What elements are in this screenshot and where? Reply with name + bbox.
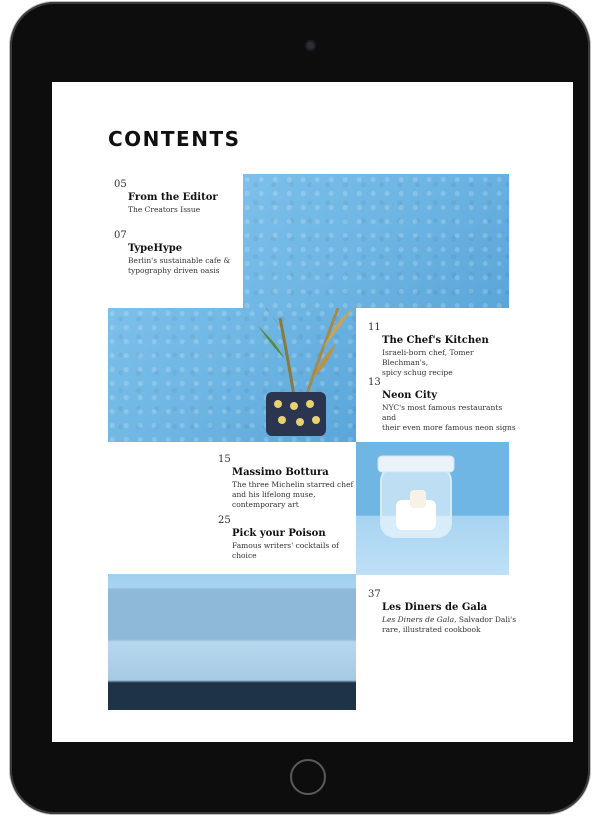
toc-entry-11[interactable] — [368, 322, 518, 378]
entry-description-line2: typography driven oasis — [128, 266, 220, 275]
entry-description-line2: rare, illustrated cookbook — [382, 625, 481, 634]
entry-title: From the Editor — [128, 192, 218, 203]
page-number: 11 — [368, 322, 381, 333]
page-title: CONTENTS — [108, 127, 241, 151]
plant-photo-left — [108, 308, 356, 442]
page-number: 37 — [368, 589, 381, 600]
entry-title: Pick your Poison — [232, 528, 326, 539]
page-number: 15 — [218, 454, 231, 465]
entry-description-line2: and his lifelong muse, — [232, 490, 316, 499]
magazine-page — [52, 82, 573, 742]
page-number: 25 — [218, 515, 231, 526]
entry-description-line2: their even more famous neon signs — [382, 423, 516, 432]
page-number: 07 — [114, 230, 127, 241]
jar-illustration — [356, 442, 509, 575]
toc-entry-13[interactable] — [368, 377, 518, 433]
entry-description-line1: Israeli-born chef, Tomer Blechman's, — [382, 348, 474, 367]
entry-description-line1: The three Michelin starred chef — [232, 480, 354, 489]
entry-description-line1: NYC's most famous restaurants and — [382, 403, 503, 422]
toc-entry-07[interactable] — [114, 230, 244, 276]
tablet-device — [10, 2, 590, 814]
plant-illustration — [108, 308, 356, 442]
toc-entry-05[interactable] — [114, 179, 234, 215]
page-number: 05 — [114, 179, 127, 190]
entry-description-line2: spicy schug recipe — [382, 368, 453, 377]
entry-description: The Creators Issue — [128, 205, 201, 214]
entry-description-line1: Famous writers' cocktails of — [232, 541, 339, 550]
entry-title: The Chef's Kitchen — [382, 335, 489, 346]
entry-title: Neon City — [382, 390, 438, 401]
toc-entry-15[interactable] — [218, 454, 354, 510]
entry-description-rest: , Salvador Dali's — [454, 615, 517, 624]
entry-description-line1 — [382, 615, 518, 625]
entry-description-line2: choice — [232, 551, 257, 560]
jar-photo — [356, 442, 509, 575]
entry-description-line1: Berlin's sustainable cafe & — [128, 256, 231, 265]
home-button[interactable] — [290, 759, 326, 795]
toc-entry-25[interactable] — [218, 515, 354, 561]
entry-description-line3: contemporary art — [232, 500, 299, 509]
entry-title: Massimo Bottura — [232, 467, 329, 478]
entry-title: Les Diners de Gala — [382, 602, 488, 613]
page-number: 13 — [368, 377, 381, 388]
entry-title: TypeHype — [128, 243, 183, 254]
entry-description-italic: Les Diners de Gala — [382, 615, 455, 624]
plant-photo-top — [243, 174, 509, 308]
toc-entry-37[interactable] — [368, 589, 518, 635]
camera-icon — [305, 40, 316, 51]
wood-photo — [108, 574, 356, 710]
